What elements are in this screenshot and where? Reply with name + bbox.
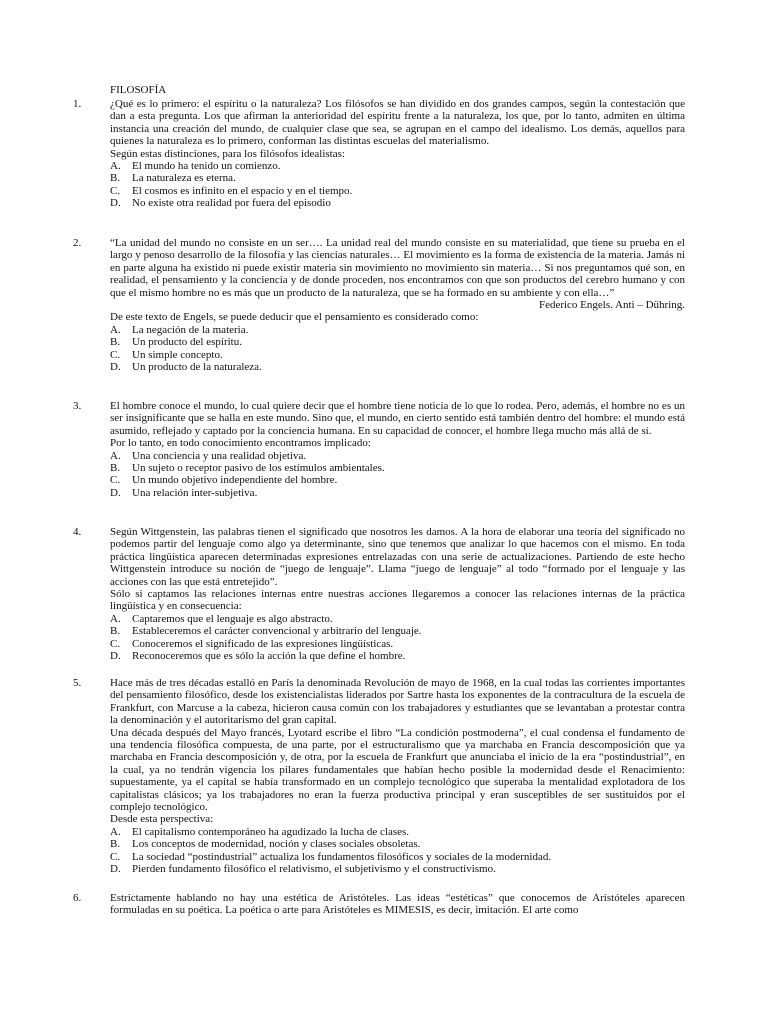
- option-a: [110, 826, 685, 838]
- option-letter: B.: [110, 336, 121, 349]
- option-text: Un producto de la naturaleza.: [132, 361, 262, 374]
- option-letter: D.: [110, 361, 121, 374]
- option-text: El capitalismo contemporáneo ha agudizado la lucha de clases.: [132, 825, 410, 838]
- option-letter: B.: [110, 838, 121, 851]
- option-text: La negación de la materia.: [132, 323, 249, 336]
- option-letter: C.: [110, 850, 121, 863]
- option-letter: C.: [110, 184, 121, 197]
- question-prompt: Según estas distinciones, para los filósofos idealistas:: [110, 147, 345, 160]
- option-letter: C.: [110, 637, 121, 650]
- option-c: [110, 638, 685, 650]
- question-paragraph: “La unidad del mundo no consiste en un ser…. La unidad real del mundo consiste en su materialidad, que tiene su prueba en el largo y penoso desarrollo de la filosofía y las ciencias naturales… El movimiento es la forma de existencia de la materia. Jamás ni en parte alguna ha existido ni puede existir materia sin movimiento no movimiento sin materia… Si nos preguntamos qué son, en realidad, el pensamiento y la conciencia y de donde proceden, nos encontramos con que son productos del cerebro humano y con que el mismo hombre no es más que un producto de la naturaleza, que se ha formado en su ambiente y con ella…”: [110, 237, 685, 299]
- option-letter: A.: [110, 612, 121, 625]
- option-text: Reconoceremos que es sólo la acción la que define el hombre.: [132, 650, 406, 663]
- option-a: [110, 324, 685, 336]
- option-letter: B.: [110, 462, 121, 475]
- question-body: [110, 677, 685, 876]
- option-c: [110, 349, 685, 361]
- option-text: Pierden fundamento filosófico el relativismo, el subjetivismo y el constructivismo.: [132, 863, 496, 876]
- option-text: El cosmos es infinito en el espacio y en el tiempo.: [132, 184, 353, 197]
- question-paragraph: Una década después del Mayo francés, Lyotard escribe el libro “La condición postmoderna”, el cual condensa el fundamento de una tendencia filosófica compuesta, de una parte, por el estructuralismo que ya marchaba en Francia descomposición que ya marchaba en Francia descomposición y, de otra, por la escuela de Frankfurt que anunciaba el inicio de la era “postindustrial”, en la cual, ya no tendrán vigencia los pilares fundamentales que habían hecho posible la modernidad desde el Renacimiento: supuestamente, ya el capital se había transformado en un complejo tecnológico que superaba la mentalidad explotadora de los capitalistas clásicos; ya los trabajadores no eran la fuerza productiva principal y eran susceptibles de ser sustituidos por el complejo tecnológico.: [110, 726, 685, 814]
- option-a: [110, 450, 685, 462]
- question-number: 4.: [73, 526, 82, 538]
- option-c: [110, 185, 685, 197]
- option-text: Un producto del espíritu.: [132, 336, 242, 349]
- option-text: Un simple concepto.: [132, 348, 223, 361]
- question-prompt: De este texto de Engels, se puede deducir que el pensamiento es considerado como:: [110, 311, 479, 324]
- question-body: [110, 526, 685, 662]
- option-c: [110, 851, 685, 863]
- option-letter: D.: [110, 650, 121, 663]
- question-prompt: Por lo tanto, en todo conocimiento encontramos implicado:: [110, 437, 371, 450]
- option-a: [110, 160, 685, 172]
- option-b: [110, 336, 685, 348]
- option-b: [110, 838, 685, 850]
- option-b: [110, 172, 685, 184]
- question-number: 3.: [73, 400, 82, 412]
- question-number: 6.: [73, 892, 82, 904]
- option-b: [110, 625, 685, 637]
- question-number: 5.: [73, 677, 82, 689]
- document-title: FILOSOFÍA: [110, 84, 167, 96]
- option-d: [110, 650, 685, 662]
- option-letter: B.: [110, 625, 121, 638]
- question-paragraph: ¿Qué es lo primero: el espíritu o la naturaleza? Los filósofos se han dividido en dos grandes campos, según la contestación que dan a esta pregunta. Los que afirman la anterioridad del espíritu frente a la naturaleza, los que, por lo tanto, admiten en última instancia una creación del mundo, de cualquier clase que sea, se agrupan en el campo del idealismo. Los demás, aquellos para quienes la naturaleza es lo primero, conforman las distintas escuelas del materialismo.: [110, 98, 685, 148]
- option-letter: D.: [110, 863, 121, 876]
- option-text: Un sujeto o receptor pasivo de los estímulos ambientales.: [132, 462, 385, 475]
- option-letter: A.: [110, 323, 121, 336]
- option-text: Captaremos que el lenguaje es algo abstracto.: [132, 612, 333, 625]
- question-body: [110, 237, 685, 373]
- option-d: [110, 197, 685, 209]
- option-text: Una conciencia y una realidad objetiva.: [132, 449, 307, 462]
- question-body: [110, 892, 685, 917]
- option-letter: A.: [110, 449, 121, 462]
- question-paragraph: Sólo si captamos las relaciones internas entre nuestras acciones llegaremos a conocer las relaciones internas de la práctica lingüística y en consecuencia:: [110, 588, 685, 613]
- question-paragraph: Estrictamente hablando no hay una estética de Aristóteles. Las ideas “estéticas” que conocemos de Aristóteles aparecen formuladas en su poética. La poética o arte para Aristóteles es MIMESIS, es decir, imitación. El arte como: [110, 892, 685, 917]
- option-letter: D.: [110, 486, 121, 499]
- question-prompt: Desde esta perspectiva:: [110, 813, 214, 826]
- option-c: [110, 474, 685, 486]
- option-text: Una relación inter-subjetiva.: [132, 486, 258, 499]
- option-text: Estableceremos el carácter convencional y arbitrario del lenguaje.: [132, 625, 422, 638]
- option-d: [110, 863, 685, 875]
- option-letter: B.: [110, 172, 121, 185]
- option-letter: C.: [110, 474, 121, 487]
- option-d: [110, 487, 685, 499]
- question-body: [110, 98, 685, 210]
- option-text: La sociedad “postindustrial” actualiza los fundamentos filosóficos y sociales de la modernidad.: [132, 850, 552, 863]
- option-b: [110, 462, 685, 474]
- question-paragraph: Según Wittgenstein, las palabras tienen el significado que nosotros les damos. A la hora de elaborar una teoría del significado no podemos partir del lenguaje como algo ya determinante, sino que tenemos que analizar lo que hacemos con el mismo. En toda práctica lingüística aparecen determinadas expresiones entrelazadas con una serie de actualizaciones. Partiendo de este hecho Wittgenstein introduce su noción de “juego de lenguaje”. Llama “juego de lenguaje” al todo “formado por el lenguaje y las acciones con las que está entretejido”.: [110, 526, 685, 588]
- question-number: 1.: [73, 98, 82, 110]
- option-text: El mundo ha tenido un comienzo.: [132, 160, 281, 173]
- question-number: 2.: [73, 237, 82, 249]
- option-text: Conoceremos el significado de las expresiones lingüísticas.: [132, 637, 394, 650]
- option-letter: A.: [110, 160, 121, 173]
- question-paragraph: Hace más de tres décadas estalló en París la denominada Revolución de mayo de 1968, en la cual todas las corrientes importantes del pensamiento filosófico, desde los existencialistas liderados por Sartre hasta los exponentes de la contracultura de la escuela de Frankfurt, con Marcuse a la cabeza, hicieron causa común con los trabajadores y estudiantes que se levantaban a protestar contra la denominación y el autoritarismo del gran capital.: [110, 677, 685, 727]
- option-letter: A.: [110, 825, 121, 838]
- question-body: [110, 400, 685, 499]
- option-a: [110, 613, 685, 625]
- quote-source: Federico Engels. Anti – Dühring.: [538, 299, 685, 312]
- option-text: Un mundo objetivo independiente del hombre.: [132, 474, 338, 487]
- option-text: No existe otra realidad por fuera del episodio: [132, 197, 331, 210]
- option-letter: D.: [110, 197, 121, 210]
- option-text: Los conceptos de modernidad, noción y clases sociales obsoletas.: [132, 838, 421, 851]
- option-letter: C.: [110, 348, 121, 361]
- option-d: [110, 361, 685, 373]
- question-paragraph: El hombre conoce el mundo, lo cual quiere decir que el hombre tiene noticia de lo que lo rodea. Pero, además, el hombre no es un ser insignificante que se halla en este mundo. Sino que, el mundo, en cierto sentido está también dentro del hombre: el mundo está asumido, reflejado y captado por la conciencia humana. En su capacidad de conocer, el hombre llega mucho más allá de sí.: [110, 400, 685, 437]
- option-text: La naturaleza es eterna.: [132, 172, 236, 185]
